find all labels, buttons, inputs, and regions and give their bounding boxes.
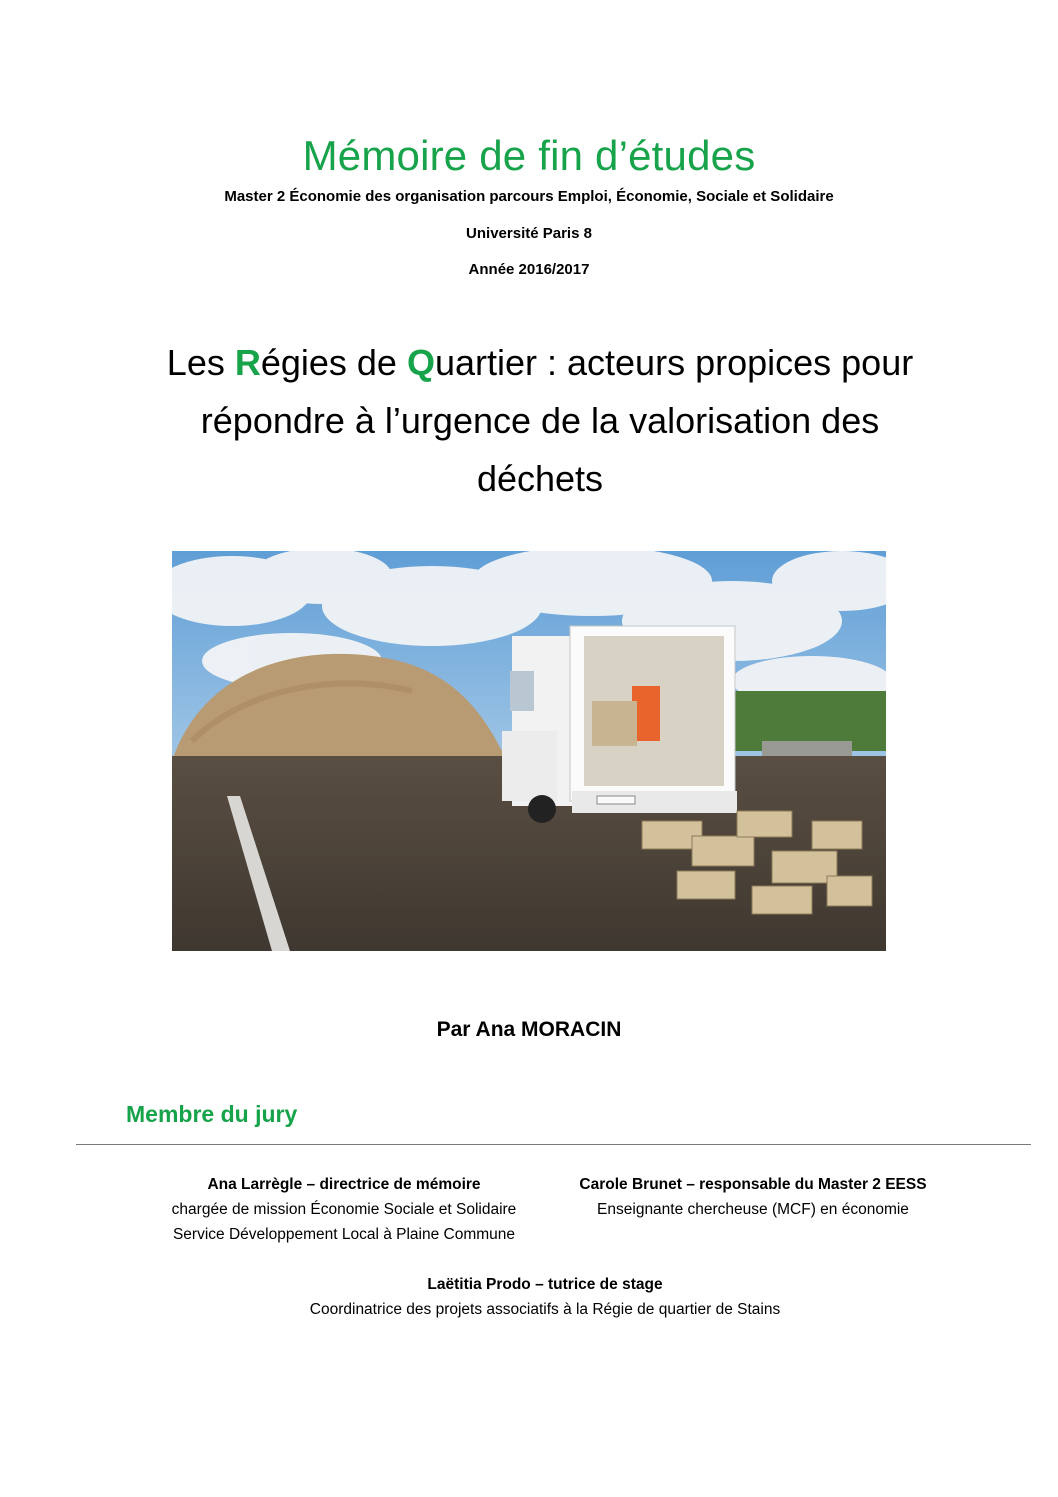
program-line: Master 2 Économie des organisation parcours Emploi, Économie, Sociale et Solidaire <box>224 188 834 205</box>
subject-line-2: répondre à l’urgence de la valorisation des <box>200 400 880 441</box>
thesis-subject <box>100 334 980 508</box>
jury-member-name: Laëtitia Prodo – tutrice de stage <box>427 1276 663 1293</box>
section-divider <box>76 1144 1031 1145</box>
subject-line-3: déchets <box>476 458 604 499</box>
jury-member-2 <box>556 1172 950 1222</box>
jury-member-role: chargée de mission Économie Sociale et Solidaire <box>171 1201 517 1218</box>
subject-line-1: Les Régies de Quartier : acteurs propices pour <box>166 342 914 383</box>
jury-member-name: Ana Larrègle – directrice de mémoire <box>207 1176 481 1193</box>
cover-photo <box>172 551 886 951</box>
jury-member-3 <box>200 1272 890 1322</box>
jury-member-1 <box>148 1172 540 1247</box>
author-line: Par Ana MORACIN <box>436 1018 622 1041</box>
year-line: Année 2016/2017 <box>468 261 590 278</box>
jury-heading: Membre du jury <box>126 1101 298 1127</box>
university-line: Université Paris 8 <box>466 225 592 242</box>
document-title: Mémoire de fin d’études <box>302 132 756 179</box>
jury-member-role: Coordinatrice des projets associatifs à la Régie de quartier de Stains <box>309 1301 781 1318</box>
jury-member-role: Service Développement Local à Plaine Commune <box>172 1226 516 1243</box>
jury-member-role: Enseignante chercheuse (MCF) en économie <box>597 1201 909 1218</box>
jury-member-name: Carole Brunet – responsable du Master 2 EESS <box>579 1176 927 1193</box>
accent-letter-r: R <box>234 342 261 383</box>
accent-letter-q: Q <box>406 342 435 383</box>
